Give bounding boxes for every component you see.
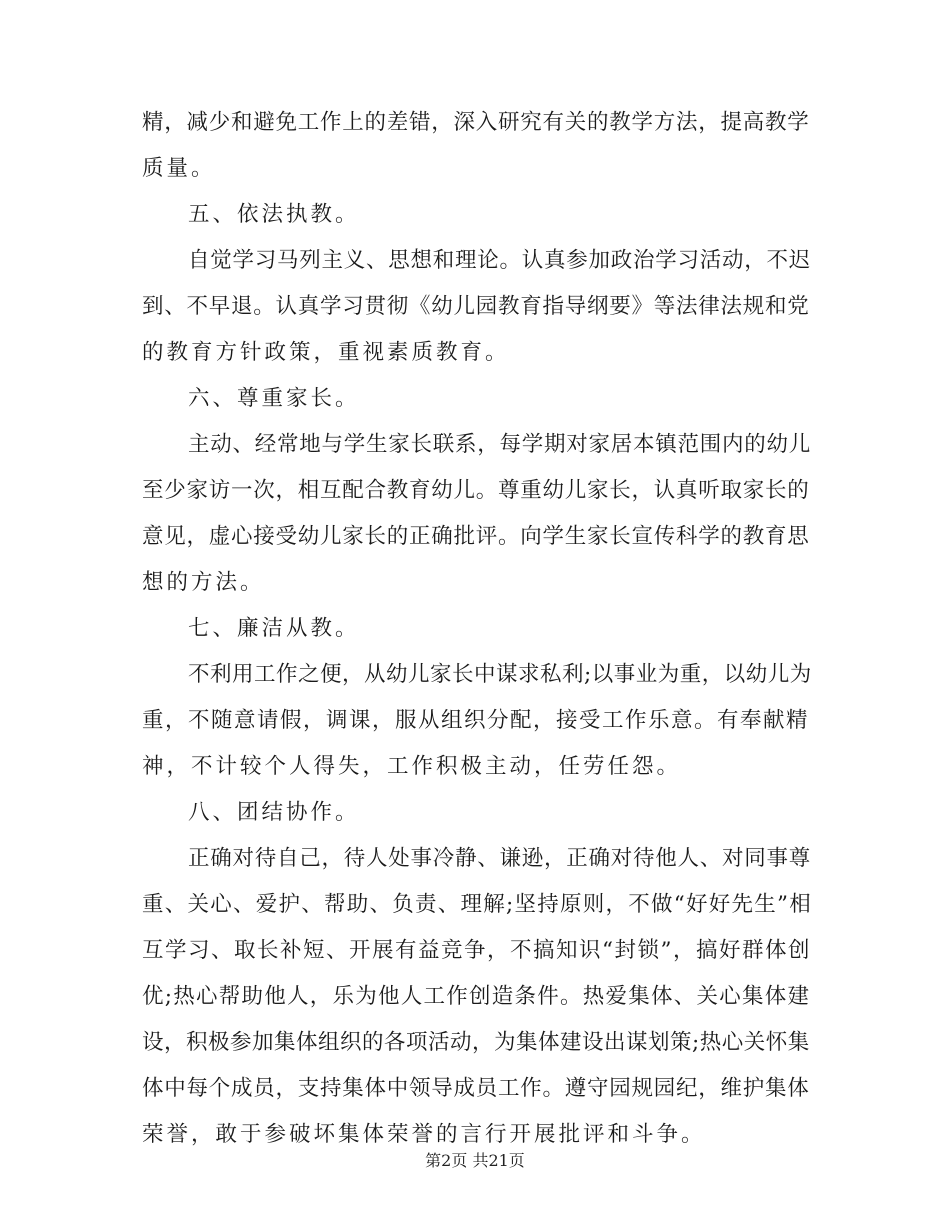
body-line: 自觉学习马列主义、思想和理论。认真参加政治学习活动，不迟 [188, 248, 812, 273]
section-heading: 八、团结协作。 [188, 800, 360, 825]
body-line: 神，不计较个人得失，工作积极主动，任劳任怨。 [142, 754, 682, 779]
section-heading: 七、廉洁从教。 [188, 616, 360, 641]
body-line: 主动、经常地与学生家长联系，每学期对家居本镇范围内的幼儿 [188, 432, 812, 457]
body-line: 想的方法。 [142, 570, 265, 595]
body-line: 质量。 [142, 156, 216, 181]
body-line: 的教育方针政策，重视素质教育。 [142, 340, 510, 365]
body-line: 优;热心帮助他人，乐为他人工作创造条件。热爱集体、关心集体建 [142, 984, 811, 1009]
page-number-footer: 第2页 共21页 [425, 1151, 525, 1170]
body-line: 重、关心、爱护、帮助、负责、理解;坚持原则，不做“好好先生”相 [142, 892, 812, 917]
body-line: 意见，虚心接受幼儿家长的正确批评。向学生家长宣传科学的教育思 [142, 524, 810, 549]
body-line: 重，不随意请假，调课，服从组织分配，接受工作乐意。有奉献精 [142, 708, 810, 733]
body-line: 不利用工作之便，从幼儿家长中谋求私利;以事业为重，以幼儿为 [188, 662, 812, 687]
body-line: 正确对待自己，待人处事冷静、谦逊，正确对待他人、对同事尊 [188, 846, 812, 871]
section-heading: 五、依法执教。 [188, 202, 360, 227]
body-line: 互学习、取长补短、开展有益竞争，不搞知识“封锁”，搞好群体创 [142, 938, 811, 963]
document-body [142, 100, 812, 1158]
body-line: 精，减少和避免工作上的差错，深入研究有关的教学方法，提高教学 [142, 110, 810, 135]
body-line: 体中每个成员，支持集体中领导成员工作。遵守园规园纪，维护集体 [142, 1076, 810, 1101]
body-line: 设，积极参加集体组织的各项活动，为集体建设出谋划策;热心关怀集 [142, 1030, 810, 1055]
body-line: 到、不早退。认真学习贯彻《幼儿园教育指导纲要》等法律法规和党 [142, 294, 810, 319]
body-line: 荣誉，敢于参破坏集体荣誉的言行开展批评和斗争。 [142, 1122, 706, 1147]
body-line: 至少家访一次，相互配合教育幼儿。尊重幼儿家长，认真听取家长的 [142, 478, 810, 503]
section-heading: 六、尊重家长。 [188, 386, 360, 411]
